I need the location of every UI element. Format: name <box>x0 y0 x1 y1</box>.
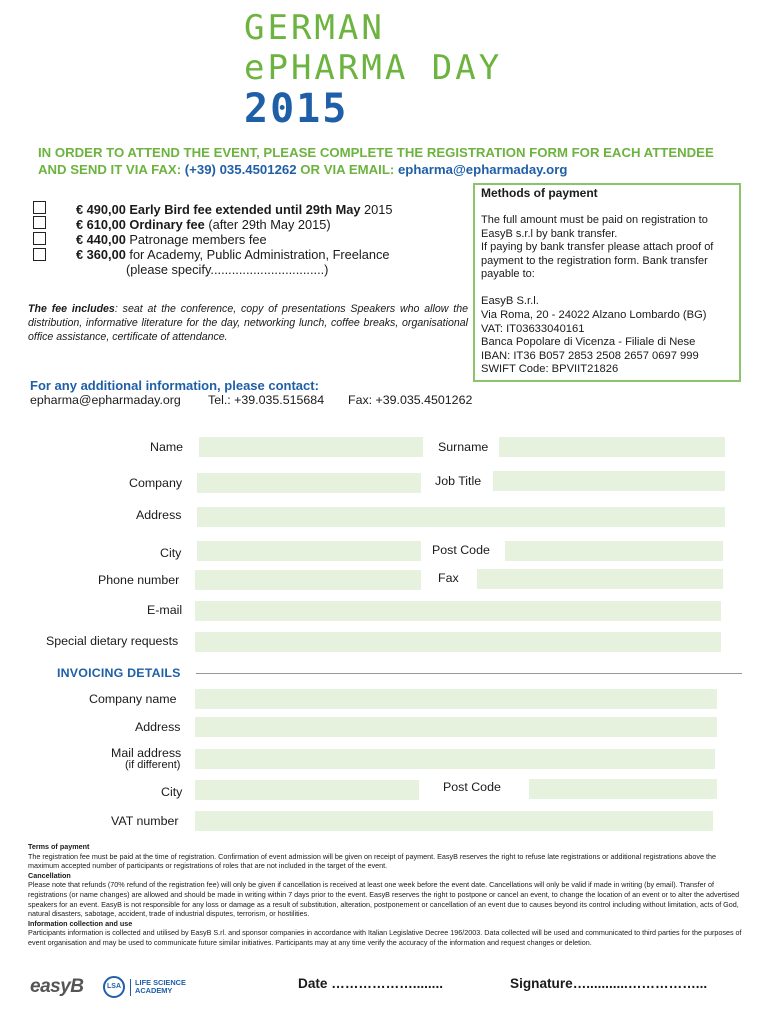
inv-mail-field[interactable] <box>194 748 716 770</box>
dietary-label: Special dietary requests <box>46 634 179 648</box>
fee-checkbox-early-bird[interactable] <box>33 201 46 214</box>
inv-address-label: Address <box>135 720 181 734</box>
inv-vat-field[interactable] <box>194 810 714 832</box>
bank-line: VAT: IT03633040161 <box>481 322 585 335</box>
inv-city-field[interactable] <box>194 779 420 801</box>
life-science-academy-logo: LIFE SCIENCE ACADEMY <box>130 979 186 996</box>
terms-info-text: Participants information is collected and utilised by EasyB S.rl. and sponsor companies in accordance with Italian Legislative Decree 196/2003. Data collected will be used and communicated to third parties for the purposes of event organisation and may be used to communicate future similar initiatives. Participants may at any time verify the accuracy of the information and request changes or deletion. <box>28 928 742 947</box>
intro-text-2: OR VIA EMAIL: <box>296 162 398 177</box>
contact-tel: Tel.: +39.035.515684 <box>208 393 325 407</box>
inv-mail-sublabel: (if different) <box>125 759 181 771</box>
address-label: Address <box>136 508 182 522</box>
payment-p1: The full amount must be paid on registration to EasyB s.r.l by bank transfer. <box>481 214 708 240</box>
terms-section <box>28 842 744 948</box>
bank-line: EasyB S.r.l. <box>481 295 539 308</box>
fee-academy: € 360,00 for Academy, Public Administration, Freelance <box>76 247 390 262</box>
fee-ordinary: € 610,00 Ordinary fee (after 29th May 2015) <box>76 217 331 232</box>
city-label: City <box>160 546 182 560</box>
terms-payment-text: The registration fee must be paid at the time of registration. Confirmation of event admission will be given on receipt of payment. EasyB reserves the right to refuse late registrations or additional registrations above the maximum accepted number of participants or registrations of roles that are not included in the target of the event. <box>28 851 716 871</box>
bank-line: Banca Popolare di Vicenza - Filiale di Nese <box>481 336 696 349</box>
contact-title: For any additional information, please contact: <box>30 378 319 393</box>
fee-includes: The fee includes: seat at the conference, copy of presentations Speakers who allow the distribution, informative literature for the day, networking lunch, coffee breaks, organisational office assistance, certificate of attendance. <box>28 303 469 343</box>
fee-patronage: € 440,00 Patronage members fee <box>76 232 267 247</box>
fee-checkbox-ordinary[interactable] <box>33 216 46 229</box>
terms-heading-info: Information collection and use <box>28 918 133 928</box>
terms-heading-cancellation: Cancellation <box>28 870 71 880</box>
fee-checkbox-academy[interactable] <box>33 248 46 261</box>
address-field[interactable] <box>196 506 726 528</box>
logo-epharma-day: ePHARMA DAY <box>244 48 503 88</box>
inv-company-label: Company name <box>89 692 177 706</box>
post-code-label: Post Code <box>432 543 490 557</box>
inv-company-field[interactable] <box>194 688 718 710</box>
company-label: Company <box>129 476 183 490</box>
payment-p2: If paying by bank transfer please attach proof of payment to the registration form. Bank transfer payable to: <box>481 241 714 281</box>
bank-line: IBAN: IT36 B057 2853 2508 2657 0697 999 <box>481 349 699 362</box>
intro-instructions <box>38 144 718 178</box>
email-label: E-mail <box>147 603 183 617</box>
payment-title: Methods of payment <box>481 186 598 200</box>
intro-email[interactable]: epharma@epharmaday.org <box>397 162 568 177</box>
post-code-field[interactable] <box>504 540 724 562</box>
fax-field[interactable] <box>476 568 724 590</box>
logo-year: 2015 <box>244 86 349 132</box>
fax-label: Fax <box>438 571 459 585</box>
bank-line: SWIFT Code: BPVIIT21826 <box>481 363 619 376</box>
bank-line: Via Roma, 20 - 24022 Alzano Lombardo (BG) <box>481 309 707 322</box>
name-label: Name <box>150 440 184 454</box>
invoicing-divider <box>196 673 742 674</box>
fee-early-bird: € 490,00 Early Bird fee extended until 29th May 2015 <box>76 202 393 217</box>
bank-details <box>481 295 733 377</box>
company-field[interactable] <box>196 472 422 494</box>
fee-checkbox-patronage[interactable] <box>33 232 46 245</box>
terms-heading-payment: Terms of payment <box>28 842 90 851</box>
intro-fax: (+39) 035.4501262 <box>184 162 297 177</box>
date-line[interactable]: Date ………………........ <box>298 976 444 991</box>
phone-field[interactable] <box>194 569 422 591</box>
logo-german: GERMAN <box>244 8 385 48</box>
inv-address-field[interactable] <box>194 716 718 738</box>
inv-post-code-label: Post Code <box>443 780 501 794</box>
surname-label: Surname <box>438 440 489 454</box>
job-title-label: Job Title <box>435 474 482 488</box>
city-field[interactable] <box>196 540 422 562</box>
dietary-field[interactable] <box>194 631 722 653</box>
job-title-field[interactable] <box>492 470 726 492</box>
inv-mail-label: Mail address <box>111 746 182 760</box>
life-science-academy-badge-icon: LSA <box>103 976 125 998</box>
terms-cancellation-text: Please note that refunds (70% refund of the registration fee) will only be given if cancellation is received at least one week before the event date. Cancellations will only be valid if made in writing (by email). Transfer of registrations (or name changes) are allowed and should be made in writing within 7 days prior to the event. EasyB reserves the right to postpone or cancel an event, to change the location of an event or to alter the advertised speakers for an event. EasyB is not responsible for any loss or damage as a result of substitution, alteration, postponement or cancellation of an event due to causes beyond its control including without limitation, acts of God, natural disasters, sabotage, accident, trade of industrial disputes, terrorism, or hostilities. <box>28 880 740 919</box>
contact-email[interactable]: epharma@epharmaday.org <box>30 393 181 407</box>
easyb-logo: easyB <box>30 976 84 997</box>
fee-specify: (please specify................................) <box>126 262 329 277</box>
intro-text-1: IN ORDER TO ATTEND THE EVENT, PLEASE COMPLETE THE REGISTRATION FORM FOR EACH ATTENDEE AND SEND IT VIA FAX: <box>38 145 714 177</box>
inv-city-label: City <box>161 785 183 799</box>
email-field[interactable] <box>194 600 722 622</box>
phone-label: Phone number <box>98 573 180 587</box>
inv-vat-label: VAT number <box>111 814 179 828</box>
signature-line[interactable]: Signature…...........……………... <box>510 976 708 991</box>
contact-fax: Fax: +39.035.4501262 <box>348 393 473 407</box>
payment-methods-box <box>473 183 741 382</box>
surname-field[interactable] <box>498 436 726 458</box>
invoicing-title: INVOICING DETAILS <box>57 666 181 680</box>
inv-post-code-field[interactable] <box>528 778 718 800</box>
name-field[interactable] <box>198 436 424 458</box>
